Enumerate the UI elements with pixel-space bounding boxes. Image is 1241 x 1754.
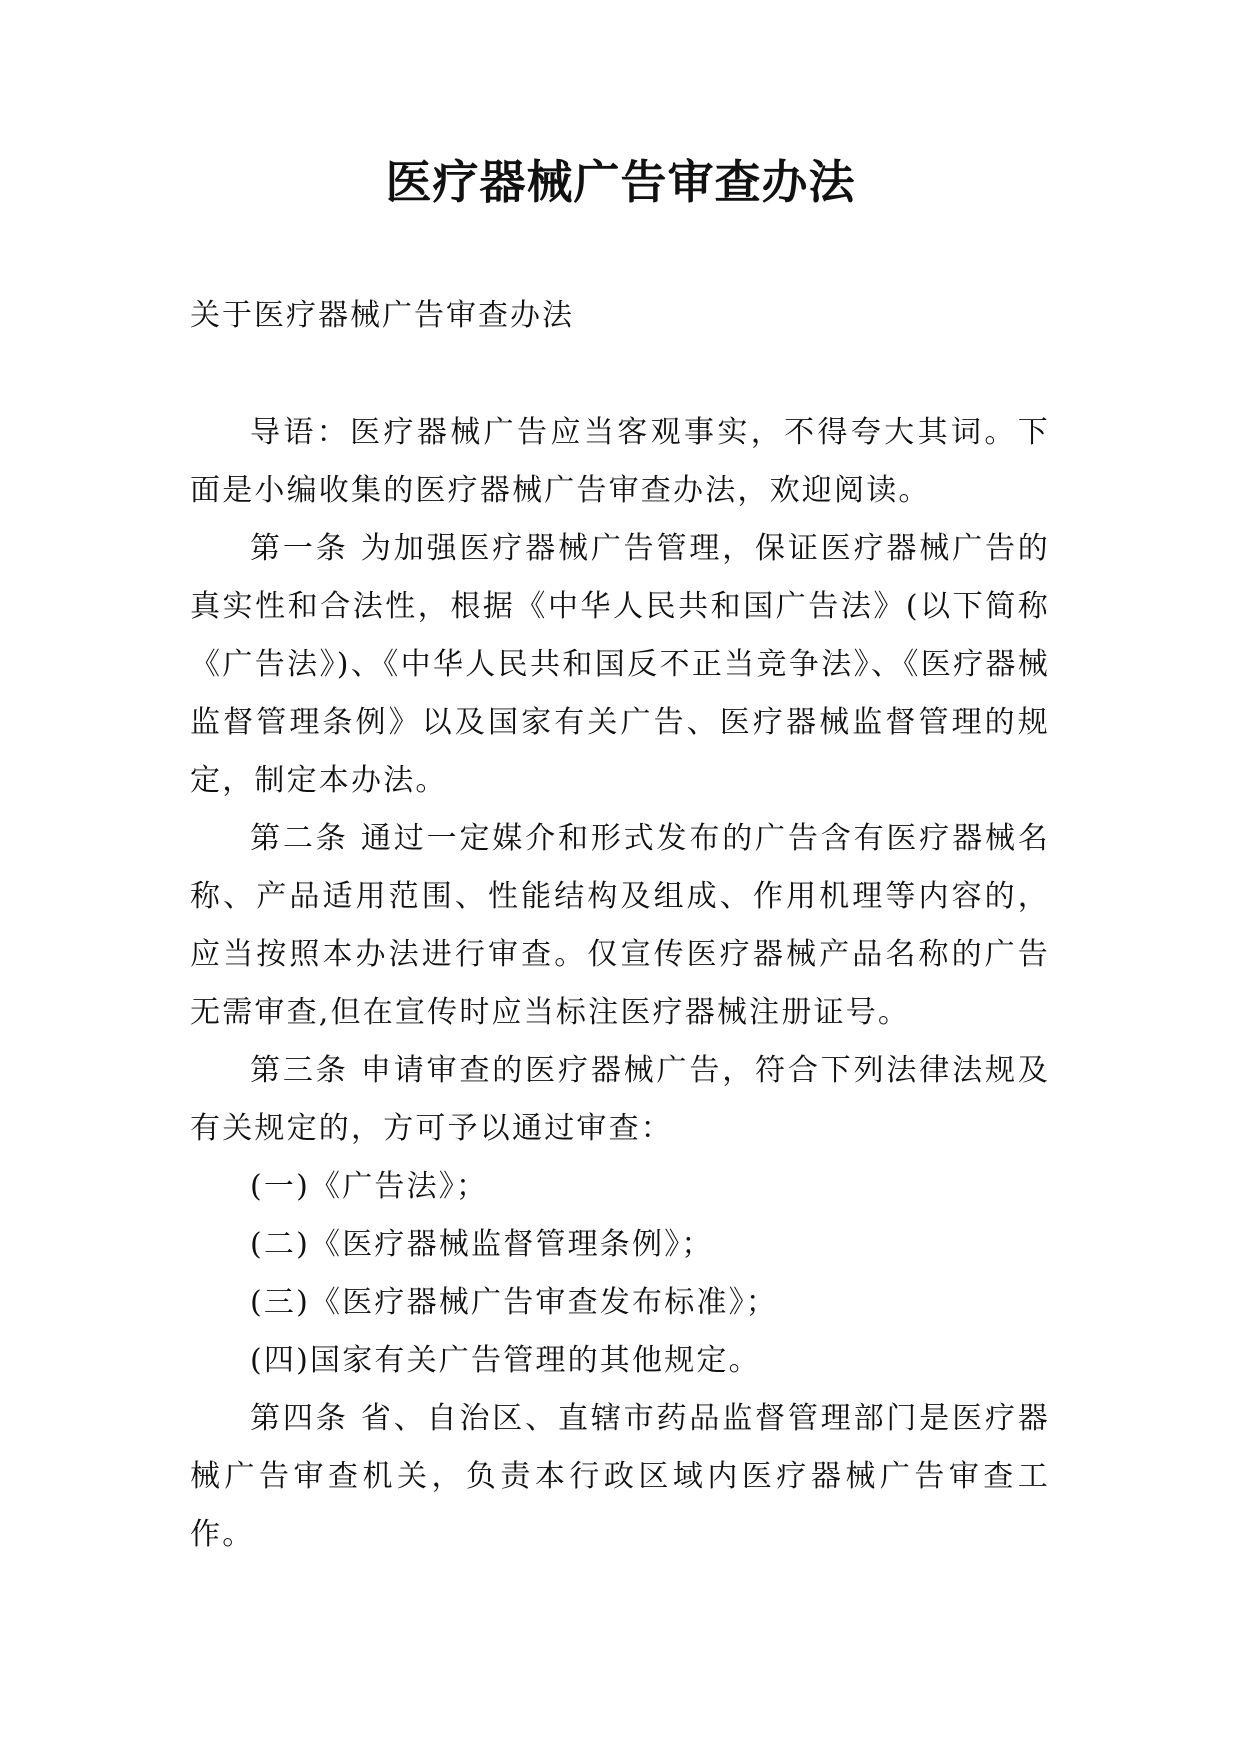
document-body [190, 404, 1050, 1564]
document-subtitle: 关于医疗器械广告审查办法 [190, 298, 574, 333]
article-3-item-2: (二)《医疗器械监督管理条例》； [250, 1227, 714, 1262]
article-3-item-4: (四)国家有关广告管理的其他规定。 [250, 1343, 761, 1378]
article-1-paragraph: 第一条 为加强医疗器械广告管理，保证医疗器械广告的真实性和合法性，根据《中华人民共和国广告法》(以下简称《广告法》)、《中华人民共和国反不正当竞争法》、《医疗器械监督管理条例》以及国家有关广告、医疗器械监督管理的规定，制定本办法。 [190, 531, 1050, 798]
article-4-paragraph: 第四条 省、自治区、直辖市药品监督管理部门是医疗器械广告审查机关，负责本行政区域内医疗器械广告审查工作。 [190, 1401, 1050, 1552]
article-3-item-1: (一)《广告法》； [250, 1169, 489, 1204]
intro-paragraph: 导语：医疗器械广告应当客观事实，不得夸大其词。下面是小编收集的医疗器械广告审查办法，欢迎阅读。 [190, 415, 1050, 508]
article-2-paragraph: 第二条 通过一定媒介和形式发布的广告含有医疗器械名称、产品适用范围、性能结构及组成、作用机理等内容的，应当按照本办法进行审查。仅宣传医疗器械产品名称的广告无需审查,但在宣传时应当标注医疗器械注册证号。 [190, 821, 1050, 1030]
article-3-paragraph: 第三条 申请审查的医疗器械广告，符合下列法律法规及有关规定的，方可予以通过审查： [190, 1053, 1050, 1146]
document-title: 医疗器械广告审查办法 [385, 155, 856, 209]
article-3-item-3: (三)《医疗器械广告审查发布标准》； [250, 1285, 779, 1320]
